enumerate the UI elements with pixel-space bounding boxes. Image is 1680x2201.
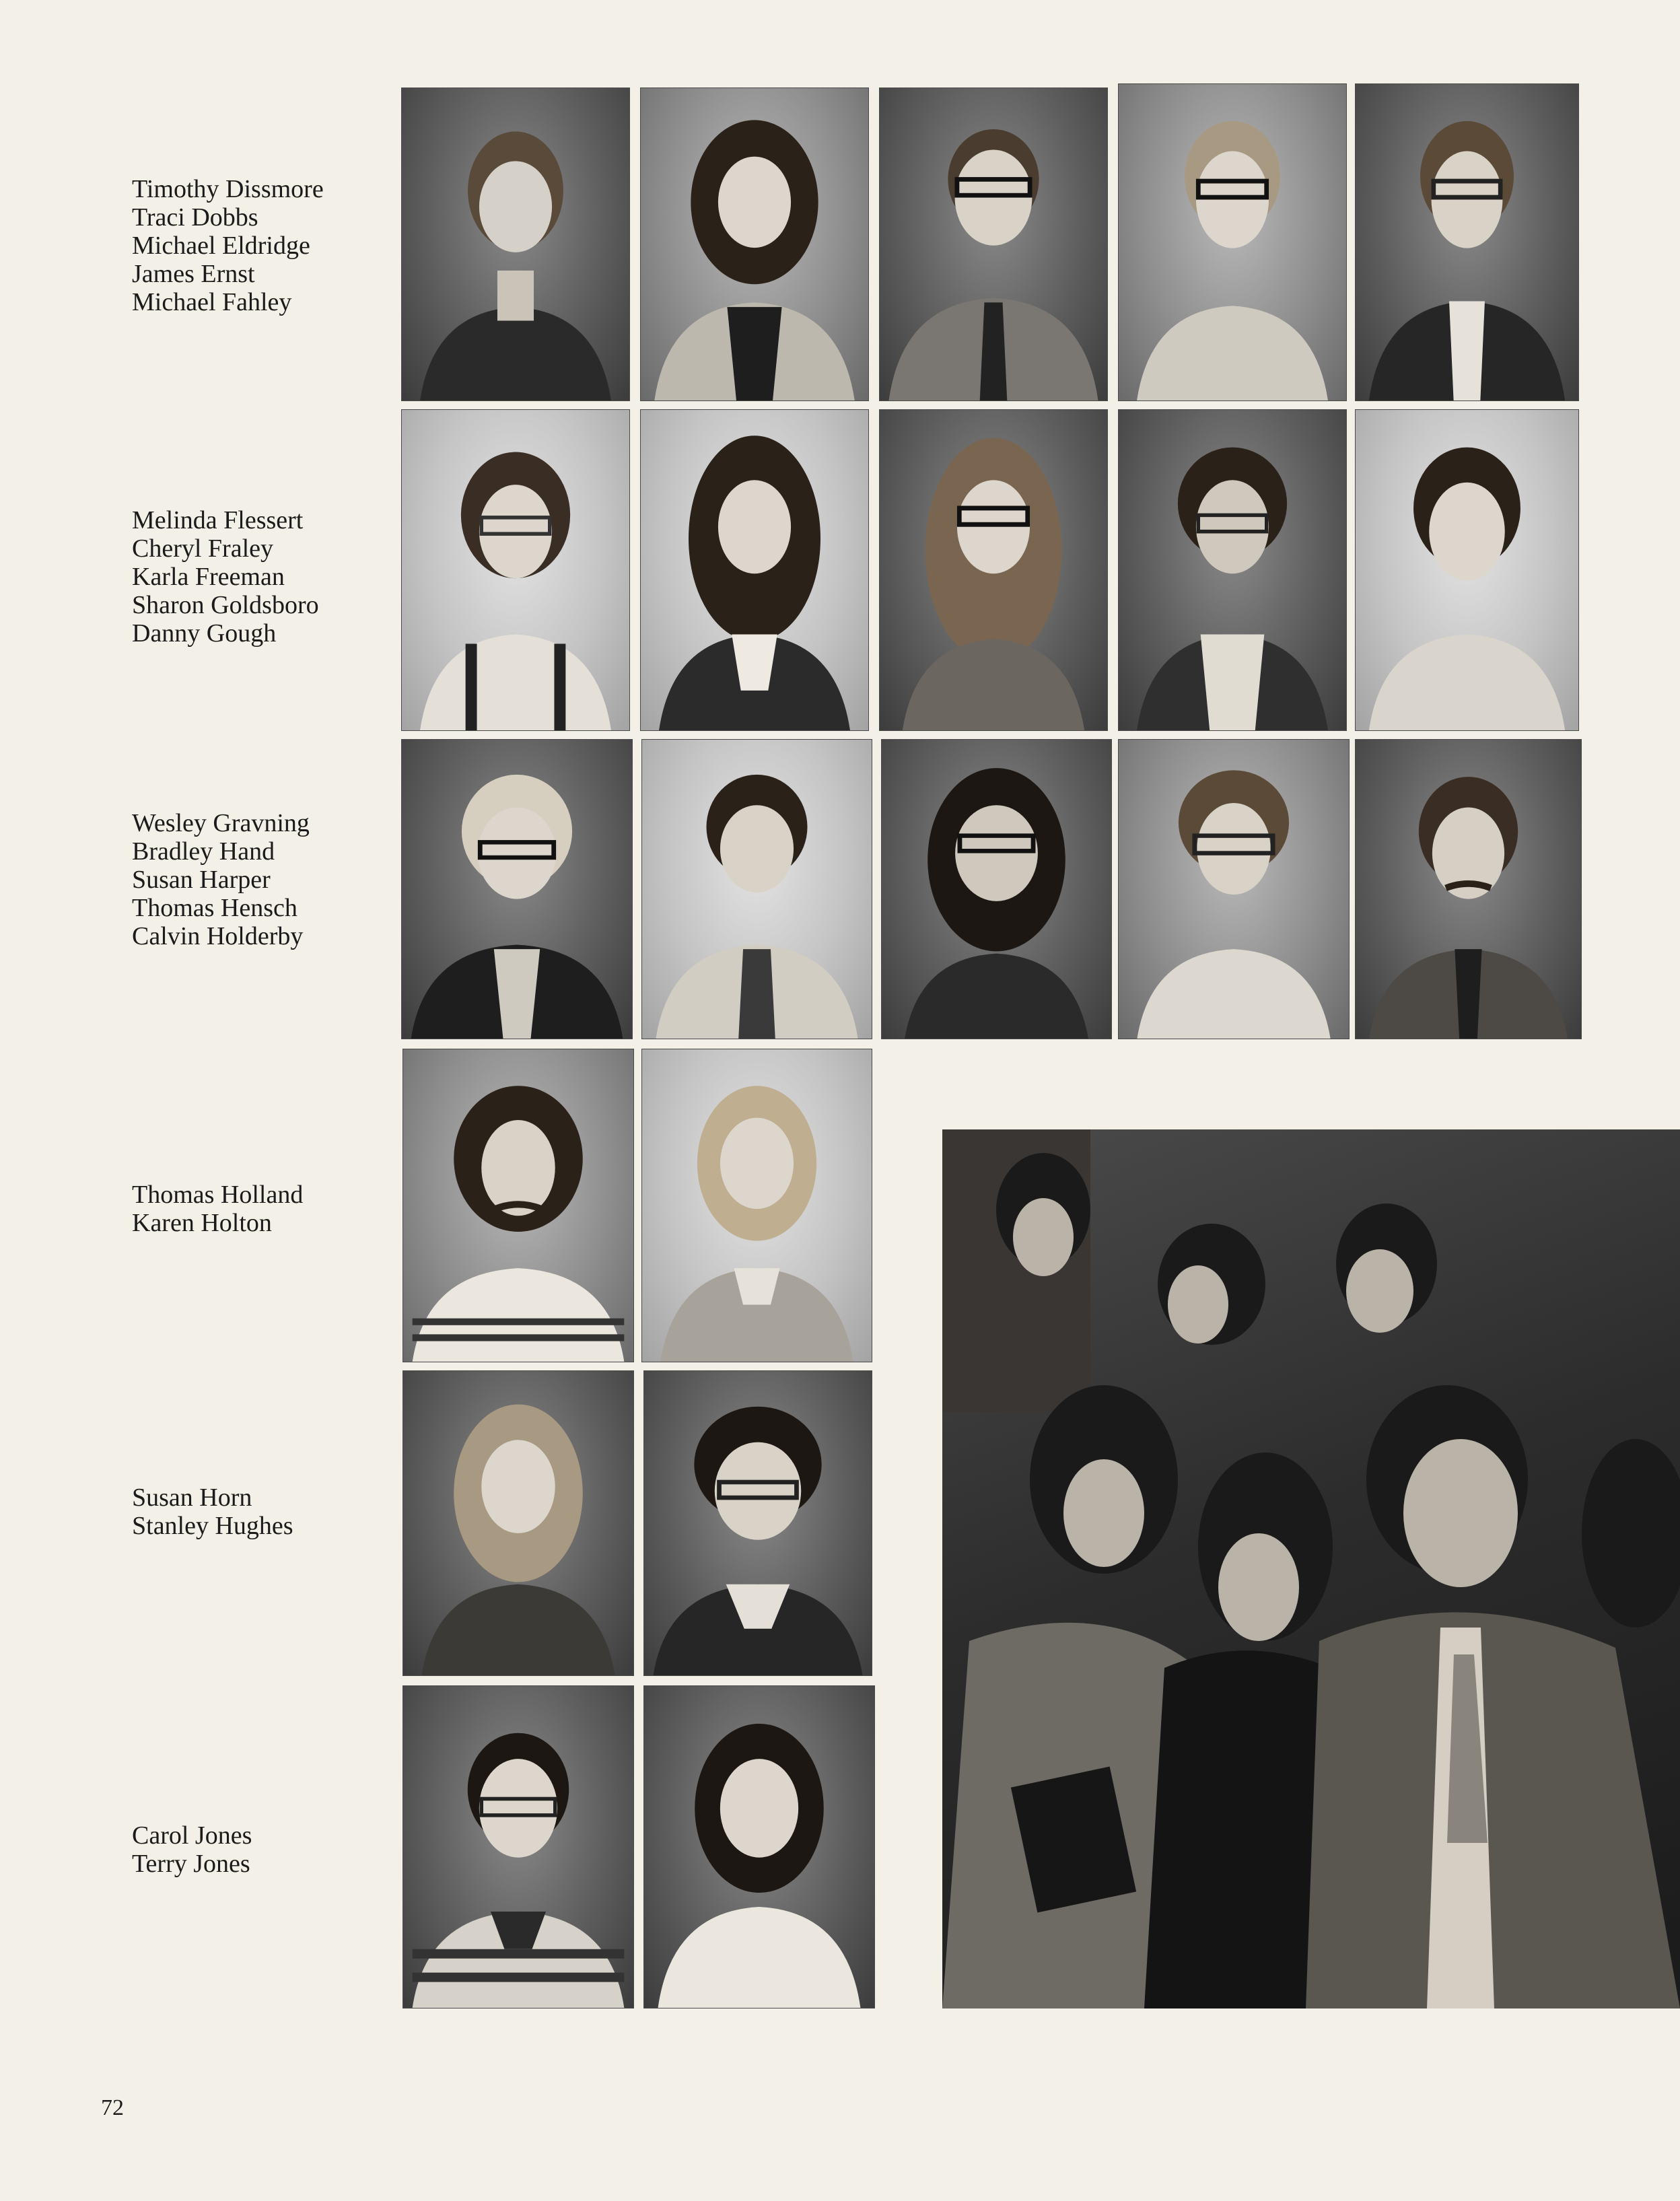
student-name: Karla Freeman	[132, 563, 285, 591]
page-number: 72	[101, 2095, 124, 2120]
student-name: Danny Gough	[132, 619, 277, 648]
portrait-photo	[1355, 739, 1582, 1039]
portrait-silhouette	[1119, 410, 1346, 730]
portrait-silhouette	[403, 1686, 633, 2008]
portrait-photo	[643, 1685, 875, 2008]
portrait-silhouette	[402, 410, 629, 730]
portrait-photo	[401, 739, 633, 1039]
student-name: Michael Fahley	[132, 288, 292, 316]
portrait-photo	[881, 739, 1112, 1039]
name-list-row-1	[132, 175, 324, 316]
student-name: Traci Dobbs	[132, 203, 258, 232]
student-name: Melinda Flessert	[132, 506, 304, 534]
student-name: Stanley Hughes	[132, 1512, 293, 1540]
portrait-silhouette	[403, 1371, 633, 1675]
name-list-row-3	[132, 809, 310, 950]
student-name: Calvin Holderby	[132, 922, 304, 950]
name-list-row-6	[132, 1821, 252, 1878]
portrait-photo	[643, 1370, 872, 1676]
candid-crowd-photo	[942, 1129, 1680, 2008]
portrait-photo	[403, 1685, 634, 2008]
portrait-photo	[401, 409, 630, 731]
portrait-photo	[1118, 739, 1350, 1039]
portrait-photo	[403, 1049, 634, 1362]
name-list-row-4	[132, 1181, 303, 1237]
portrait-photo	[879, 88, 1108, 401]
portrait-silhouette	[644, 1686, 874, 2008]
crowd-silhouettes	[942, 1129, 1680, 2008]
portrait-silhouette	[1119, 740, 1349, 1039]
portrait-silhouette	[641, 410, 868, 730]
student-name: Carol Jones	[132, 1821, 252, 1850]
portrait-silhouette	[641, 88, 868, 400]
student-name: Thomas Holland	[132, 1181, 304, 1209]
portrait-silhouette	[642, 1049, 872, 1362]
portrait-silhouette	[1356, 410, 1578, 730]
portrait-photo	[403, 1370, 634, 1676]
name-list-row-2	[132, 506, 319, 648]
portrait-silhouette	[1119, 84, 1346, 400]
portrait-silhouette	[880, 410, 1107, 730]
student-name: Susan Harper	[132, 866, 271, 894]
student-name: Terry Jones	[132, 1850, 250, 1878]
portrait-silhouette	[1356, 84, 1578, 400]
student-name: James Ernst	[132, 260, 255, 288]
student-name: Timothy Dissmore	[132, 175, 324, 203]
portrait-silhouette	[880, 88, 1107, 400]
portrait-silhouette	[403, 1049, 633, 1362]
portrait-silhouette	[402, 740, 632, 1039]
portrait-silhouette	[402, 88, 629, 400]
student-name: Thomas Hensch	[132, 894, 298, 922]
student-name: Cheryl Fraley	[132, 534, 274, 563]
portrait-silhouette	[882, 740, 1111, 1039]
portrait-silhouette	[642, 740, 872, 1039]
portrait-photo	[641, 1049, 872, 1362]
portrait-photo	[641, 739, 872, 1039]
portrait-silhouette	[1356, 740, 1581, 1039]
student-name: Karen Holton	[132, 1209, 272, 1237]
name-list-row-5	[132, 1483, 293, 1540]
portrait-photo	[640, 409, 869, 731]
portrait-photo	[1355, 409, 1579, 731]
student-name: Bradley Hand	[132, 837, 275, 866]
portrait-photo	[1118, 409, 1347, 731]
portrait-photo	[640, 88, 869, 401]
portrait-photo	[1355, 83, 1579, 401]
student-name: Wesley Gravning	[132, 809, 310, 837]
portrait-photo	[879, 409, 1108, 731]
student-name: Susan Horn	[132, 1483, 252, 1512]
student-name: Sharon Goldsboro	[132, 591, 319, 619]
student-name: Michael Eldridge	[132, 232, 310, 260]
portrait-photo	[1118, 83, 1347, 401]
portrait-silhouette	[644, 1371, 872, 1675]
portrait-photo	[401, 88, 630, 401]
